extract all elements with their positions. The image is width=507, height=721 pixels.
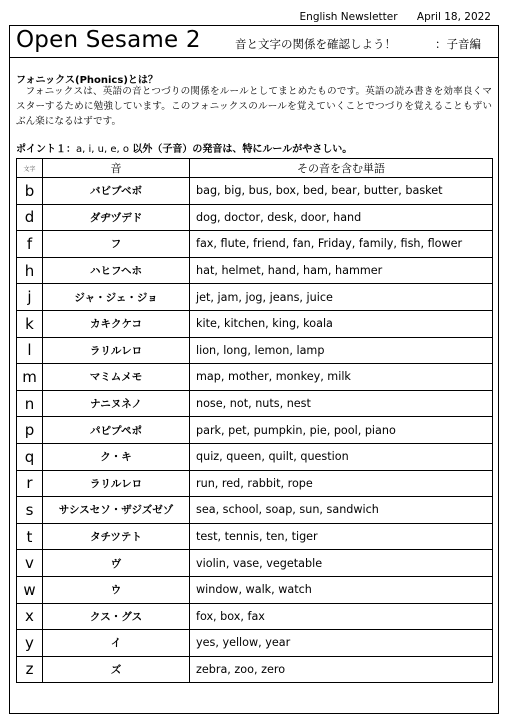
letter-cell: v xyxy=(17,550,43,577)
letter-cell: x xyxy=(17,603,43,630)
words-cell: yes, yellow, year xyxy=(190,630,493,657)
table-row xyxy=(17,204,493,231)
words-cell: bag, big, bus, box, bed, bear, butter, basket xyxy=(190,178,493,205)
sound-cell: サシスセソ・ザジズゼゾ xyxy=(43,497,190,524)
sound-cell: バビブベボ xyxy=(43,178,190,205)
table-row xyxy=(17,390,493,417)
letter-cell: k xyxy=(17,310,43,337)
page-subtitle: 音と文字の関係を確認しよう！ xyxy=(235,37,396,51)
header-sound: 音 xyxy=(43,159,190,178)
phonics-table xyxy=(16,158,493,683)
sound-cell: ハヒフヘホ xyxy=(43,257,190,284)
sound-cell: クス・グス xyxy=(43,603,190,630)
table-row xyxy=(17,178,493,205)
letter-cell: s xyxy=(17,497,43,524)
words-cell: park, pet, pumpkin, pie, pool, piano xyxy=(190,417,493,444)
subtitle-tag: ：子音編 xyxy=(435,37,481,51)
sound-cell: ラリルレロ xyxy=(43,470,190,497)
words-cell: nose, not, nuts, nest xyxy=(190,390,493,417)
table-row xyxy=(17,603,493,630)
words-cell: zebra, zoo, zero xyxy=(190,656,493,683)
letter-cell: f xyxy=(17,231,43,258)
words-cell: lion, long, lemon, lamp xyxy=(190,337,493,364)
table-row xyxy=(17,497,493,524)
sound-cell: ク・キ xyxy=(43,443,190,470)
sound-cell: フ xyxy=(43,231,190,258)
letter-cell: m xyxy=(17,364,43,391)
table-row xyxy=(17,656,493,683)
letter-cell: t xyxy=(17,523,43,550)
words-cell: kite, kitchen, king, koala xyxy=(190,310,493,337)
letter-cell: z xyxy=(17,656,43,683)
intro-heading: フォニックス(Phonics)とは？ xyxy=(16,75,158,86)
sound-cell: ラリルレロ xyxy=(43,337,190,364)
newsletter-frame xyxy=(9,25,499,714)
sound-cell: イ xyxy=(43,630,190,657)
point-text: 以外（子音）の発音は、特にルールがやさしい。 xyxy=(128,144,353,155)
newsletter-date: April 18, 2022 xyxy=(416,11,491,23)
letter-cell: r xyxy=(17,470,43,497)
sound-cell: ナニヌネノ xyxy=(43,390,190,417)
letter-cell: h xyxy=(17,257,43,284)
letter-cell: n xyxy=(17,390,43,417)
words-cell: fox, box, fax xyxy=(190,603,493,630)
header-words: その音を含む単語 xyxy=(190,159,493,178)
letter-cell: l xyxy=(17,337,43,364)
table-row xyxy=(17,337,493,364)
table-row xyxy=(17,364,493,391)
point-label: ポイント１： xyxy=(16,144,76,155)
sound-cell: マミムメモ xyxy=(43,364,190,391)
table-row xyxy=(17,443,493,470)
point-vowels: a, i, u, e, o xyxy=(76,144,129,155)
newsletter-name: English Newsletter xyxy=(299,11,398,23)
letter-cell: q xyxy=(17,443,43,470)
sound-cell: タチツテト xyxy=(43,523,190,550)
table-row xyxy=(17,470,493,497)
table-row xyxy=(17,310,493,337)
sound-cell: ウ xyxy=(43,576,190,603)
table-row xyxy=(17,257,493,284)
words-cell: sea, school, soap, sun, sandwich xyxy=(190,497,493,524)
words-cell: fax, flute, friend, fan, Friday, family, fish, flower xyxy=(190,231,493,258)
table-row xyxy=(17,630,493,657)
letter-cell: y xyxy=(17,630,43,657)
table-row xyxy=(17,417,493,444)
letter-cell: p xyxy=(17,417,43,444)
sound-cell: ズ xyxy=(43,656,190,683)
title-bar xyxy=(10,26,498,58)
table-row xyxy=(17,231,493,258)
sound-cell: ダヂヅデド xyxy=(43,204,190,231)
page-title: Open Sesame 2 xyxy=(16,27,201,53)
words-cell: test, tennis, ten, tiger xyxy=(190,523,493,550)
intro-body: フォニックスは、英語の音とつづりの関係をルールとしてまとめたものです。英語の読み書きを効率良くマスターするために勉強しています。このフォニックスのルールを覚えていくことでつづりを覚えることもずいぶん楽になるはずです。 xyxy=(16,86,492,127)
table-row xyxy=(17,550,493,577)
sound-cell: ヴ xyxy=(43,550,190,577)
letter-cell: w xyxy=(17,576,43,603)
words-cell: hat, helmet, hand, ham, hammer xyxy=(190,257,493,284)
header-letter: 文字 xyxy=(17,159,43,178)
words-cell: run, red, rabbit, rope xyxy=(190,470,493,497)
table-header-row xyxy=(17,159,493,178)
words-cell: violin, vase, vegetable xyxy=(190,550,493,577)
sound-cell: カキクケコ xyxy=(43,310,190,337)
letter-cell: j xyxy=(17,284,43,311)
sound-cell: パピプペポ xyxy=(43,417,190,444)
letter-cell: d xyxy=(17,204,43,231)
letter-cell: b xyxy=(17,178,43,205)
words-cell: map, mother, monkey, milk xyxy=(190,364,493,391)
table-row xyxy=(17,523,493,550)
sound-cell: ジャ・ジェ・ジョ xyxy=(43,284,190,311)
words-cell: window, walk, watch xyxy=(190,576,493,603)
newsletter-header xyxy=(284,11,491,23)
table-row xyxy=(17,284,493,311)
words-cell: dog, doctor, desk, door, hand xyxy=(190,204,493,231)
words-cell: jet, jam, jog, jeans, juice xyxy=(190,284,493,311)
words-cell: quiz, queen, quilt, question xyxy=(190,443,493,470)
point-one xyxy=(16,140,352,155)
table-row xyxy=(17,576,493,603)
